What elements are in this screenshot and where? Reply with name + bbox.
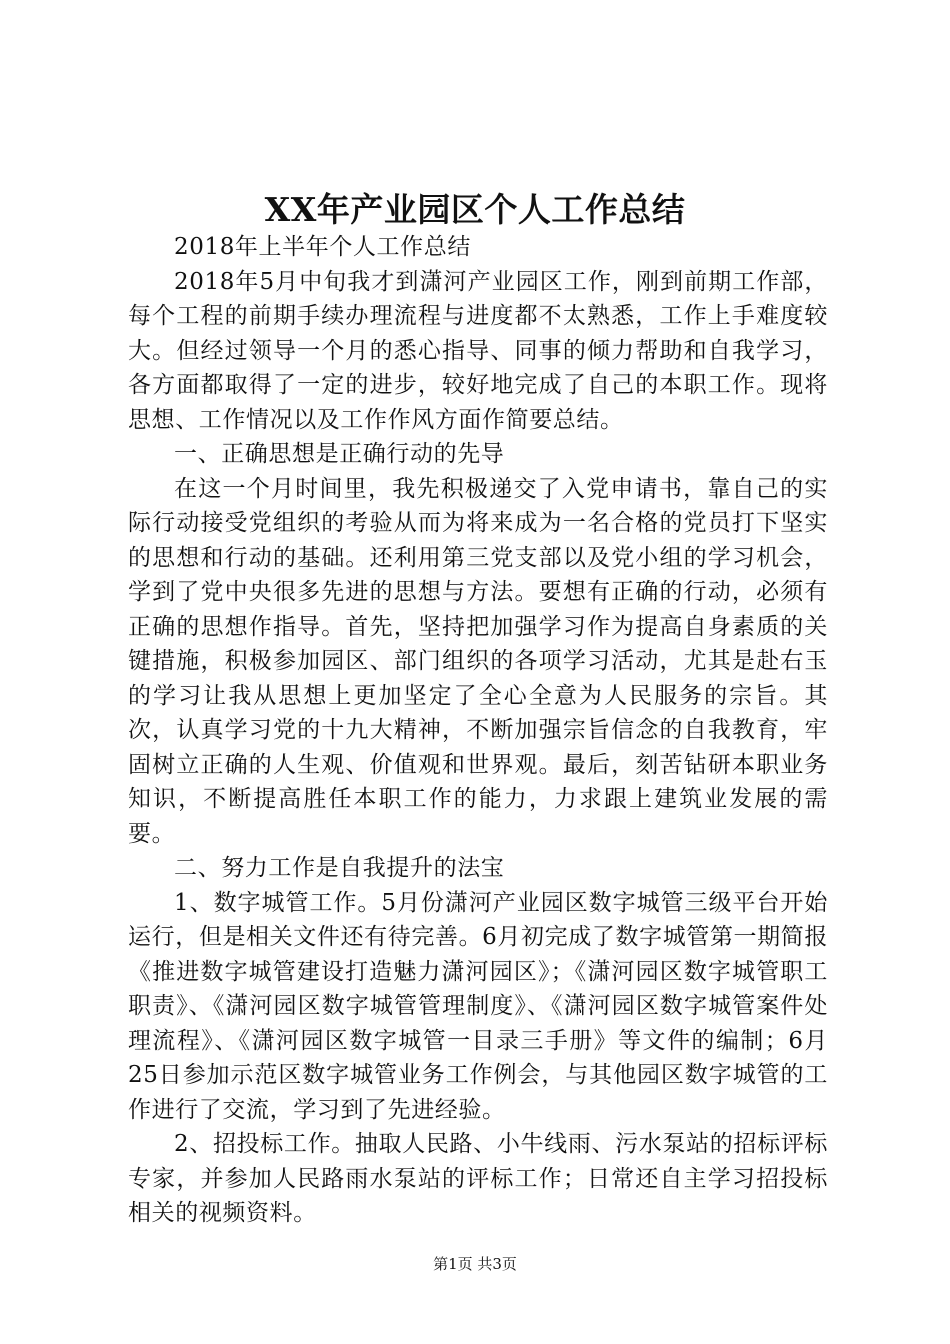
- document-body: [128, 230, 828, 1231]
- section-heading-2: 二、努力工作是自我提升的法宝: [174, 855, 505, 881]
- paragraph-item-1: 1、数字城管工作。5月份潇河产业园区数字城管三级平台开始运行，但是相关文件还有待完善。6月初完成了数字城管第一期简报《推进数字城管建设打造魅力潇河园区》；《潇河园区数字城管职工职责》、《潇河园区数字城管管理制度》、《潇河园区数字城管案件处理流程》、《潇河园区数字城管一目录三手册》等文件的编制；6月25日参加示范区数字城管业务工作例会，与其他园区数字城管的工作进行了交流，学习到了先进经验。: [128, 889, 828, 1123]
- paragraph-subtitle: 2018年上半年个人工作总结: [174, 234, 471, 260]
- paragraph-intro: 2018年5月中旬我才到潇河产业园区工作，刚到前期工作部，每个工程的前期手续办理流程与进度都不太熟悉，工作上手难度较大。但经过领导一个月的悉心指导、同事的倾力帮助和自我学习，各方面都取得了一定的进步，较好地完成了自己的本职工作。现将思想、工作情况以及工作作风方面作简要总结。: [128, 268, 828, 433]
- paragraph-section-1: 在这一个月时间里，我先积极递交了入党申请书，靠自己的实际行动接受党组织的考验从而为将来成为一名合格的党员打下坚实的思想和行动的基础。还利用第三党支部以及党小组的学习机会，学到了党中央很多先进的思想与方法。要想有正确的行动，必须有正确的思想作指导。首先，坚持把加强学习作为提高自身素质的关键措施，积极参加园区、部门组织的各项学习活动，尤其是赴右玉的学习让我从思想上更加坚定了全心全意为人民服务的宗旨。其次，认真学习党的十九大精神，不断加强宗旨信念的自我教育，牢固树立正确的人生观、价值观和世界观。最后，刻苦钻研本职业务知识，不断提高胜任本职工作的能力，力求跟上建筑业发展的需要。: [128, 475, 828, 847]
- paragraph-item-2: 2、招投标工作。抽取人民路、小牛线雨、污水泵站的招标评标专家，并参加人民路雨水泵站的评标工作；日常还自主学习招投标相关的视频资料。: [128, 1131, 828, 1226]
- document-title: XX年产业园区个人工作总结: [264, 190, 686, 229]
- section-heading-1: 一、正确思想是正确行动的先导: [174, 441, 505, 467]
- page-number-footer: 第1页 共3页: [433, 1255, 517, 1273]
